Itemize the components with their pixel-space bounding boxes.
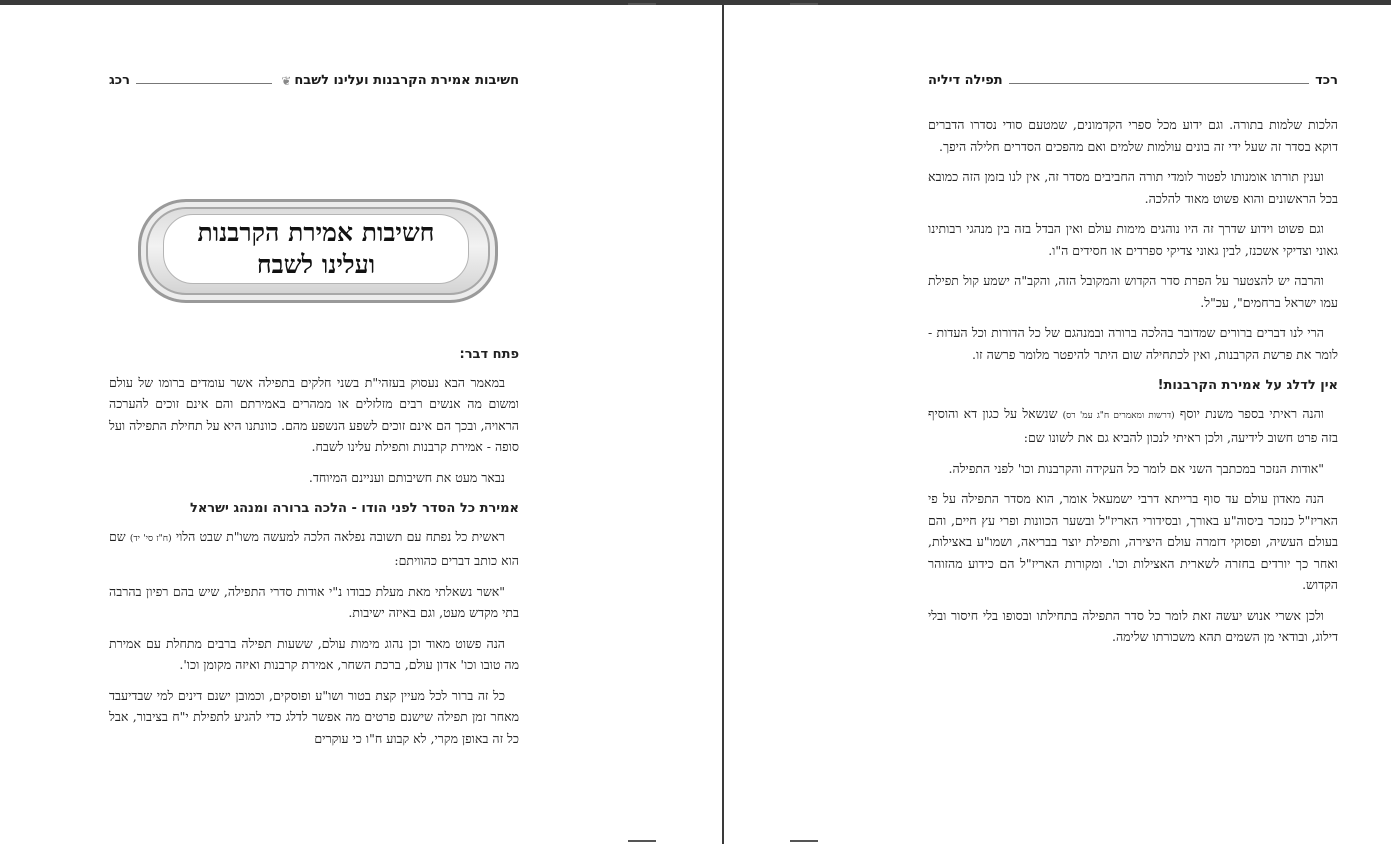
paragraph: הלכות שלמות בתורה. וגם ידוע מכל ספרי הקדמונים, שמטעם סודי נסדרו הדברים דוקא בסדר זה שעל ידי זה בונים עולמות שלמים ואם מהפכים הסדרים חלילה היפך. [928, 117, 1338, 154]
paragraph: הנה מאדון עולם עד סוף ברייתא דרבי ישמעאל אומר, הוא מסדר התפילה על פי האריז"ל כנזכר ביסוה"ע באורך, ובסידורי האריז"ל ובשער הכוונות ופרי עץ חיים, והם בעולם העשיה, ופסוקי דזמרה עולם היצירה, ותפילת יוצר בבריאה, ושמו"ע באצילות, ואחר כך יורדים בחזרה לשארית האצילות וכו'. ומקורות האריז"ל הם כידוע מהזוהר הקדוש. [928, 491, 1338, 592]
intro-heading: פתח דבר: [459, 347, 519, 362]
running-title: תפילה דיליה [928, 73, 1003, 88]
paragraph-text: והנה ראיתי בספר משנת יוסף [1179, 405, 1324, 421]
paragraph: הרי לנו דברים ברורים שמדובר בהלכה ברורה ובמנהגם של כל הדורות וכל העדות - לומר את פרשת הקרבנות, ואין לכתחילה שום היתר להיפטר מלומר פרשה זו. [928, 325, 1338, 362]
paragraph-text: שנשאל על כגון דא והוסיף בזה פרט חשוב לידיעה, ולכן ראיתי לנכון להביא גם את לשונו שם: [928, 405, 1338, 445]
paragraph-text: שם הוא כותב דברים כהוויתם: [109, 528, 519, 568]
paragraph: ולכן אשרי אנוש יעשה זאת לומר כל סדר התפילה בתחילתו ובסופו בלי חיסור ובלי דילוג, ובודאי מן השמים תהא משכורתו שלימה. [928, 607, 1338, 644]
paragraph: נבאר מעט את חשיבותם ועניינם המיוחד. [308, 469, 505, 485]
paragraph-text: ראשית כל נפתח עם תשובה נפלאה הלכה למעשה משו"ת שבט הלוי [175, 528, 505, 544]
section-heading: אין לדלג על אמירת הקרבנות! [1157, 378, 1338, 393]
paragraph: הנה פשוט מאוד וכן נהוג מימות עולם, ששעות תפילה ברבים מתחלת עם אמירת מה טובו וכו' אדון עולם, ברכת השחר, אמירת קרבנות ואיזה מקומן וכו'. [109, 635, 519, 672]
section-heading: אמירת כל הסדר לפני הודו - הלכה ברורה ומנהג ישראל [189, 501, 519, 516]
paragraph: "אודות הנזכר במכתבך השני אם לומר כל העקידה והקרבנות וכו' לפני התפילה. [948, 460, 1324, 476]
header-rule [1009, 82, 1309, 84]
chapter-title-line1: חשיבות אמירת הקרבנות [197, 218, 435, 247]
citation: (ח"ז סי' יד) [129, 533, 172, 544]
chapter-title-inner [163, 214, 469, 284]
leaf-ornament-icon: ❦ [281, 74, 292, 88]
running-title: חשיבות אמירת הקרבנות ועלינו לשבח [294, 73, 519, 88]
paragraph: במאמר הבא נעסוק בעזהי"ת בשני חלקים בתפילה אשר עומדים ברומו של עולם ומשום מה אנשים רבים מזלזלים או ממהרים באמירתם והם אינם זוכים להערכה הראויה, ובכך הם אינם זוכים לשפע הנשפע מהם. כוונתנו היא על תחילת התפילה ועל סופה - אמירת קרבנות ותפילת עלינו לשבח. [109, 374, 519, 454]
right-page [724, 0, 1391, 844]
left-page-header [109, 68, 519, 88]
paragraph: וענין תורתו אומנותו לפטור לומדי תורה החביבים מסדר זה, אין לנו בזמן הזה כמובא בכל הראשונים והוא פשוט מאוד להלכה. [928, 169, 1338, 206]
paragraph [928, 403, 1338, 449]
paragraph: כל זה ברור לכל מעיין קצת בטור ושו"ע ופוסקים, וכמובן ישנם דינים למי שבדיעבד מאחר זמן תפילה שישנם פרטים מה אפשר לדלג כדי להגיע לתפילת י"ח בציבור, אבל כל זה באופן מקרי, לא קבוע ח"ו כי עוקרים [109, 687, 519, 746]
chapter-title-frame [138, 199, 498, 303]
left-page-body [109, 334, 519, 758]
paragraph [109, 526, 519, 572]
chapter-title-line2: ועלינו לשבח [256, 250, 376, 279]
right-page-body [928, 114, 1338, 657]
paragraph: והרבה יש להצטער על הפרת סדר הקדוש והמקובל הזה, והקב"ה ישמע קול תפילת עמו ישראל ברחמים", עכ"ל. [928, 273, 1338, 310]
page-number: רכד [1315, 73, 1338, 88]
paragraph: וגם פשוט וידוע שדרך זה היו נוהגים מימות עולם ואין הבדל בזה בין מנהגי רבותינו גאוני וצדיקי אשכנז, לבין גאוני צדיקי ספרדים או חסידים ה"ו. [928, 221, 1338, 258]
citation: (דרשות ומאמרים ח"ג עמ' רס) [1062, 410, 1175, 421]
header-rule [136, 82, 272, 84]
right-page-header [928, 68, 1338, 88]
page-number: רכג [109, 73, 130, 88]
paragraph: "אשר נשאלתי מאת מעלת כבודו נ"י אודות סדרי התפילה, שיש בהם רפיון בהרבה בתי מקדש מעט, וגם באיזה ישיבות. [109, 583, 519, 620]
